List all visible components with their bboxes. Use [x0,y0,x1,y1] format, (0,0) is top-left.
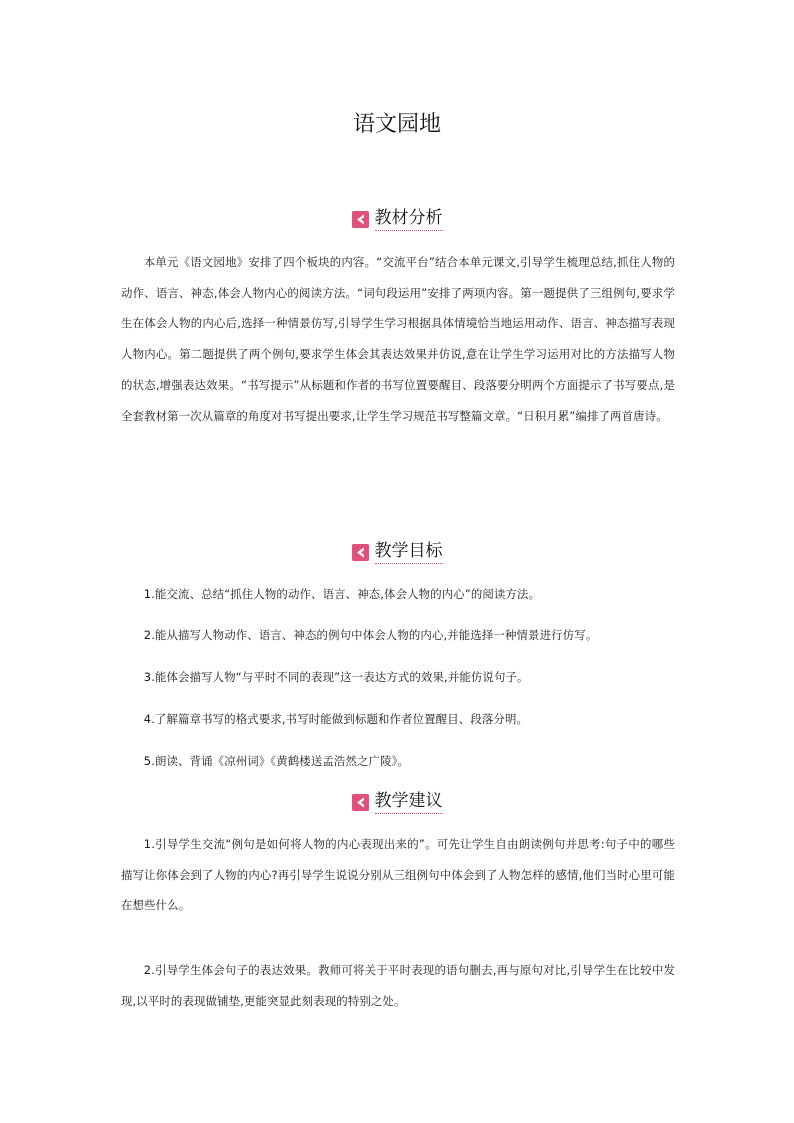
section-header-goals [0,539,794,565]
section-header-analysis [0,206,794,232]
paragraph: 本单元《语文园地》安排了四个板块的内容。“交流平台”结合本单元课文,引导学生梳理总结,抓住人物的动作、语言、神态,体会人物内心的阅读方法。“词句段运用”安排了两项内容。第一题提供了三组例句,要求学生在体会人物的内心后,选择一种情景仿写,引导学生学习根据具体情境恰当地运用动作、语言、神态描写表现人物内心。第二题提供了两个例句,要求学生体会其表达效果并仿说,意在让学生学习运用对比的方法描写人物的状态,增强表达效果。“书写提示”从标题和作者的书写位置要醒目、段落要分明两个方面提示了书写要点,是全套教材第一次从篇章的角度对书写提出要求,让学生学习规范书写整篇文章。“日积月累”编排了两首唐诗。 [121,255,675,423]
list-item: 3.能体会描写人物“与平时不同的表现”这一表达方式的效果,并能仿说句子。 [143,670,529,684]
list-item: 5.朗读、背诵《凉州词》《黄鹤楼送孟浩然之广陵》。 [143,754,410,768]
section-title: 教学建议 [375,790,443,814]
section-header-suggestions [0,789,794,815]
paragraph: 1.引导学生交流“例句是如何将人物的内心表现出来的”。可先让学生自由朗读例句并思考:句子中的哪些描写让你体会到了人物的内心?再引导学生说说分别从三组例句中体会到了人物怎样的感情,他们当时心里可能在想些什么。 [121,837,675,913]
section-title: 教学目标 [375,540,443,564]
section-marker-icon [352,794,369,811]
list-item: 1.能交流、总结“抓住人物的动作、语言、神态,体会人物的内心”的阅读方法。 [143,587,541,601]
section-marker-icon [352,544,369,561]
document-title: 语文园地 [352,112,441,137]
list-item: 4.了解篇章书写的格式要求,书写时能做到标题和作者位置醒目、段落分明。 [143,712,529,726]
section-marker-icon [352,211,369,228]
paragraph: 2.引导学生体会句子的表达效果。教师可将关于平时表现的语句删去,再与原句对比,引导学生在比较中发现,以平时的表现做铺垫,更能突显此刻表现的特别之处。 [121,963,675,1008]
section-title: 教材分析 [375,207,443,231]
list-item: 2.能从描写人物动作、语言、神态的例句中体会人物的内心,并能选择一种情景进行仿写。 [143,628,598,642]
